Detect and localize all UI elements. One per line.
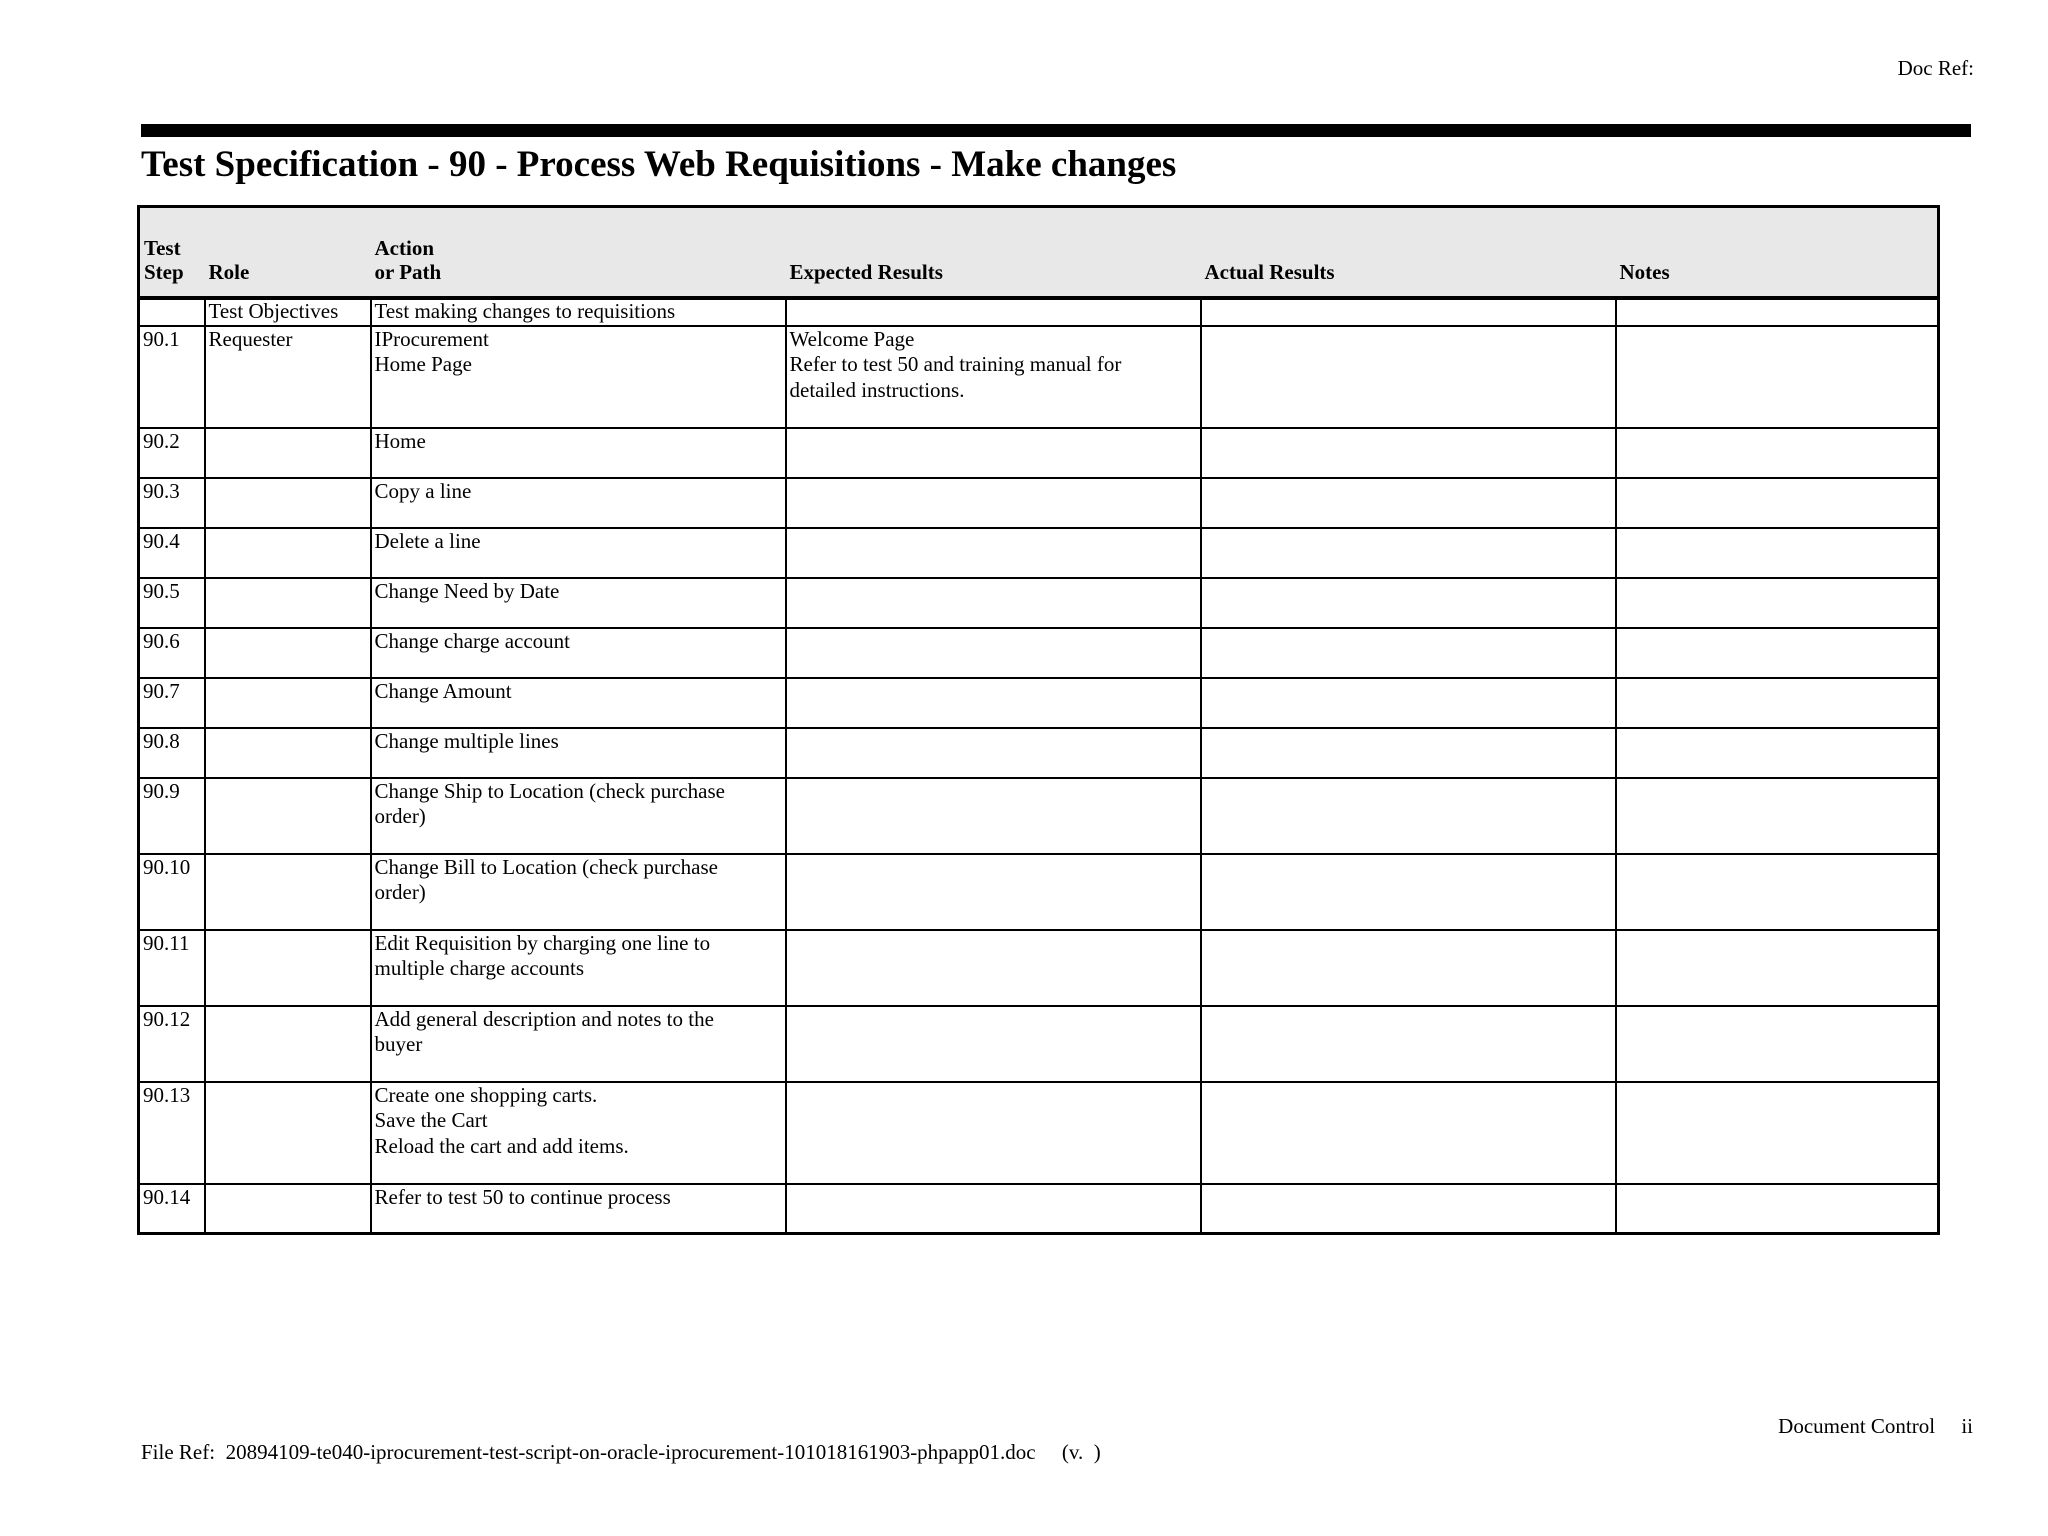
cell-role: [205, 1006, 371, 1082]
header-expected-results: Expected Results: [789, 260, 943, 284]
cell-expected: [786, 1082, 1201, 1184]
cell-expected: [786, 326, 1201, 428]
cell-actual: [1201, 1184, 1616, 1234]
action-line: Change multiple lines: [374, 728, 559, 753]
action-line: Change Amount: [374, 678, 512, 703]
cell-notes: [1616, 854, 1939, 930]
header-notes: Notes: [1619, 260, 1670, 284]
cell-role: [205, 478, 371, 528]
table-row: [139, 678, 1939, 728]
cell-actual: [1201, 930, 1616, 1006]
table-header: [137, 205, 1940, 300]
header-action: [371, 207, 786, 299]
cell-action: [371, 628, 786, 678]
test-steps-table: [137, 296, 1940, 1235]
table-row: [139, 1184, 1939, 1234]
cell-step: 90.10: [139, 854, 205, 930]
cell-actual: [1201, 778, 1616, 854]
cell-action: [371, 1082, 786, 1184]
cell-action: [371, 1006, 786, 1082]
action-line: Reload the cart and add items.: [374, 1133, 629, 1158]
cell-expected: [786, 428, 1201, 478]
cell-action: [371, 778, 786, 854]
cell-action: [371, 1184, 786, 1234]
cell-notes: [1616, 678, 1939, 728]
cell-expected: [786, 1006, 1201, 1082]
cell-role: Requester: [205, 326, 371, 428]
table-row: [139, 628, 1939, 678]
cell-notes: [1616, 930, 1939, 1006]
action-line: Change Ship to Location (check purchase: [374, 778, 725, 803]
cell-expected: [786, 628, 1201, 678]
cell-step: 90.4: [139, 528, 205, 578]
cell-notes: [1616, 298, 1939, 326]
table-body: [139, 298, 1939, 1234]
action-line: Home Page: [374, 352, 472, 376]
table-row: [139, 578, 1939, 628]
action-line: Copy a line: [374, 478, 472, 503]
cell-notes: [1616, 1006, 1939, 1082]
table-row: [139, 428, 1939, 478]
table-row: [139, 778, 1939, 854]
table-row: [139, 528, 1939, 578]
table-row: [139, 1006, 1939, 1082]
expected-line: Welcome Page: [789, 326, 915, 351]
action-line: Add general description and notes to the: [374, 1006, 714, 1031]
cell-step: 90.3: [139, 478, 205, 528]
header-actual-results: Actual Results: [1204, 260, 1335, 284]
footer-section: [1778, 1414, 1973, 1439]
cell-actual: [1201, 678, 1616, 728]
cell-actual: [1201, 1006, 1616, 1082]
cell-step: 90.8: [139, 728, 205, 778]
action-line: Save the Cart: [374, 1108, 488, 1132]
cell-expected: [786, 930, 1201, 1006]
cell-expected: [786, 678, 1201, 728]
cell-actual: [1201, 854, 1616, 930]
cell-notes: [1616, 1184, 1939, 1234]
cell-role: [205, 1184, 371, 1234]
cell-role: [205, 578, 371, 628]
action-line: Edit Requisition by charging one line to: [374, 930, 711, 955]
cell-role: [205, 728, 371, 778]
header-step-line1: Test: [144, 236, 181, 260]
cell-expected: [786, 1184, 1201, 1234]
page-title: Test Specification - 90 - Process Web Requisitions - Make changes: [141, 144, 1177, 185]
action-line: IProcurement: [374, 326, 489, 351]
doc-ref-label: Doc Ref:: [1897, 56, 1974, 80]
footer-section-label: Document Control: [1778, 1414, 1936, 1438]
footer-file-ref: [141, 1440, 1101, 1465]
action-line: Change charge account: [374, 628, 571, 653]
cell-actual: [1201, 578, 1616, 628]
cell-notes: [1616, 1082, 1939, 1184]
cell-step: [139, 298, 205, 326]
action-line: Create one shopping carts.: [374, 1082, 598, 1107]
table-row: [139, 478, 1939, 528]
cell-action: [371, 854, 786, 930]
cell-action: [371, 326, 786, 428]
cell-notes: [1616, 428, 1939, 478]
cell-action: [371, 728, 786, 778]
cell-actual: [1201, 478, 1616, 528]
cell-role: [205, 428, 371, 478]
cell-actual: [1201, 728, 1616, 778]
cell-role: [205, 628, 371, 678]
file-version: (v. ): [1061, 1440, 1101, 1464]
expected-line: detailed instructions.: [789, 377, 965, 402]
cell-action: [371, 930, 786, 1006]
cell-expected: [786, 298, 1201, 326]
cell-actual: [1201, 298, 1616, 326]
action-line: Test making changes to requisitions: [374, 299, 676, 323]
cell-actual: [1201, 326, 1616, 428]
cell-action: [371, 428, 786, 478]
cell-expected: [786, 728, 1201, 778]
file-ref-label: File Ref:: [141, 1440, 216, 1464]
expected-line: Refer to test 50 and training manual for: [789, 352, 1122, 376]
action-line: order): [374, 804, 426, 828]
cell-expected: [786, 854, 1201, 930]
table-row: [139, 854, 1939, 930]
action-line: multiple charge accounts: [374, 956, 585, 980]
cell-expected: [786, 778, 1201, 854]
cell-notes: [1616, 478, 1939, 528]
cell-notes: [1616, 326, 1939, 428]
cell-expected: [786, 578, 1201, 628]
action-line: Delete a line: [374, 528, 481, 553]
header-test-step: [139, 207, 205, 299]
cell-step: 90.7: [139, 678, 205, 728]
file-ref-name: 20894109-te040-iprocurement-test-script-on-oracle-iprocurement-101018161903-phpapp01.doc: [225, 1440, 1036, 1464]
table-row: [139, 1082, 1939, 1184]
cell-notes: [1616, 728, 1939, 778]
cell-step: 90.5: [139, 578, 205, 628]
cell-role: [205, 678, 371, 728]
cell-actual: [1201, 428, 1616, 478]
action-line: Change Bill to Location (check purchase: [374, 854, 718, 879]
cell-action: [371, 298, 786, 326]
cell-action: [371, 578, 786, 628]
table-row: [139, 298, 1939, 326]
cell-action: [371, 678, 786, 728]
footer-page-number: ii: [1961, 1414, 1973, 1438]
cell-role: [205, 1082, 371, 1184]
cell-role: [205, 930, 371, 1006]
cell-step: 90.11: [139, 930, 205, 1006]
action-line: order): [374, 880, 426, 904]
cell-notes: [1616, 528, 1939, 578]
cell-expected: [786, 478, 1201, 528]
action-line: Change Need by Date: [374, 578, 560, 603]
cell-role: [205, 528, 371, 578]
cell-step: 90.6: [139, 628, 205, 678]
cell-action: [371, 478, 786, 528]
cell-actual: [1201, 528, 1616, 578]
table-row: [139, 728, 1939, 778]
cell-role: Test Objectives: [205, 298, 371, 326]
action-line: Home: [374, 428, 426, 453]
cell-expected: [786, 528, 1201, 578]
cell-step: 90.1: [139, 326, 205, 428]
table-row: [139, 326, 1939, 428]
cell-notes: [1616, 628, 1939, 678]
cell-notes: [1616, 578, 1939, 628]
cell-actual: [1201, 1082, 1616, 1184]
cell-step: 90.14: [139, 1184, 205, 1234]
cell-step: 90.9: [139, 778, 205, 854]
cell-role: [205, 778, 371, 854]
cell-step: 90.12: [139, 1006, 205, 1082]
table-row: [139, 930, 1939, 1006]
cell-step: 90.2: [139, 428, 205, 478]
header-step-line2: Step: [144, 260, 184, 284]
cell-step: 90.13: [139, 1082, 205, 1184]
cell-action: [371, 528, 786, 578]
cell-role: [205, 854, 371, 930]
header-role: Role: [208, 260, 250, 284]
action-line: Refer to test 50 to continue process: [374, 1184, 671, 1209]
header-action-line2: or Path: [374, 260, 442, 284]
cell-actual: [1201, 628, 1616, 678]
header-rule: [141, 124, 1971, 137]
cell-notes: [1616, 778, 1939, 854]
header-action-line1: Action: [374, 236, 434, 260]
action-line: buyer: [374, 1032, 423, 1056]
